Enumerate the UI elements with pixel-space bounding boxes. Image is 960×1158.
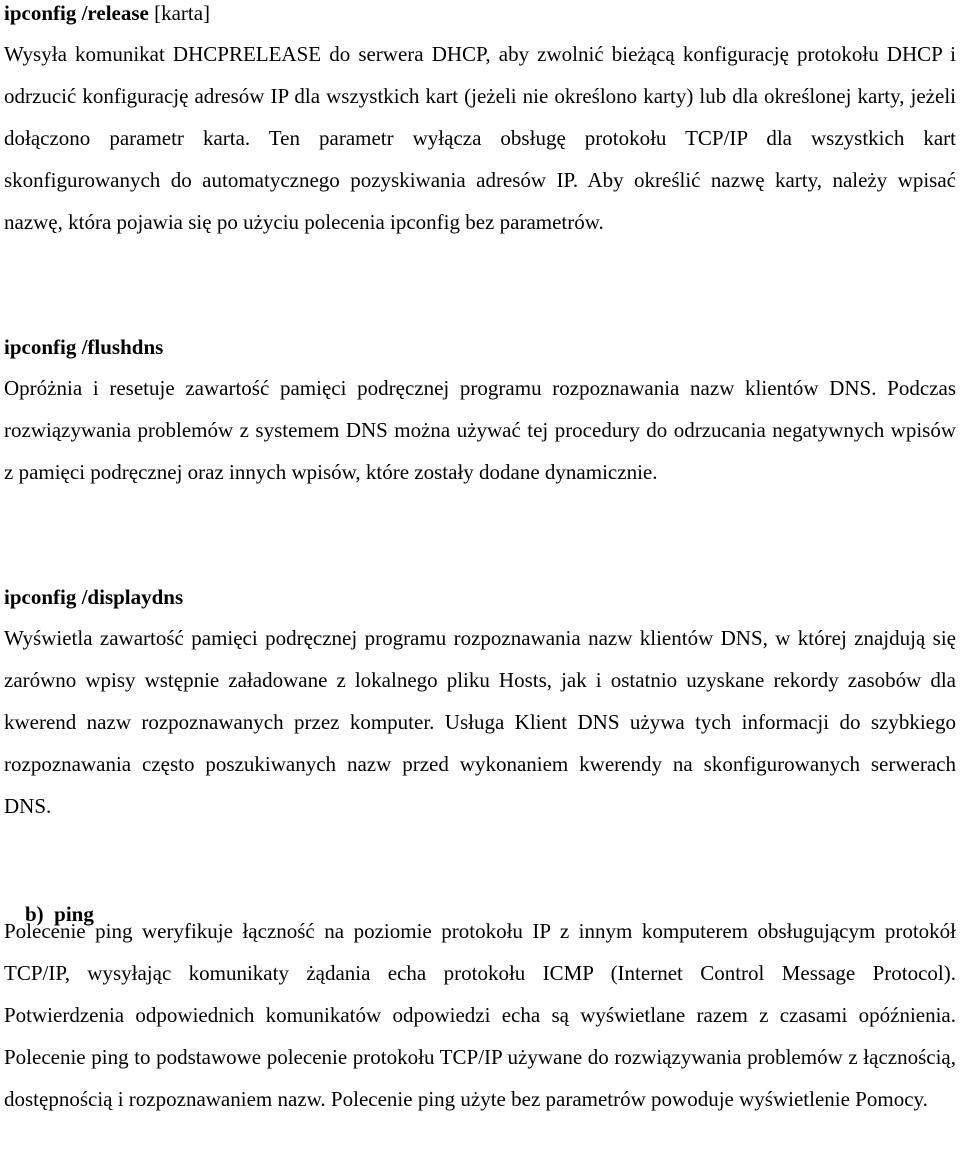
heading-command: b) ping: [25, 902, 94, 926]
section-heading-flushdns: [4, 335, 163, 359]
heading-command: ipconfig /flushdns: [4, 335, 164, 359]
heading-command: ipconfig /displaydns: [4, 585, 184, 609]
heading-command: ipconfig /release: [4, 1, 149, 25]
section-heading-release: [4, 1, 210, 25]
section-body-release: Wysyła komunikat DHCPRELEASE do serwera DHCP, aby zwolnić bieżącą konfigurację protokołu DHCP i odrzucić konfigurację adresów IP dla wszystkich kart (jeżeli nie określono karty) lub dla określonej karty, jeżeli dołączono parametr karta. Ten parametr wyłącza obsługę protokołu TCP/IP dla wszystkich kart skonfigurowanych do automatycznego pozyskiwania adresów IP. Aby określić nazwę karty, należy wpisać nazwę, która pojawia się po użyciu polecenia ipconfig bez parametrów.: [4, 42, 956, 234]
section-body-flushdns: Opróżnia i resetuje zawartość pamięci podręcznej programu rozpoznawania nazw klientów DNS. Podczas rozwiązywania problemów z systemem DNS można używać tej procedury do odrzucania negatywnych wpisów z pamięci podręcznej oraz innych wpisów, które zostały dodane dynamicznie.: [4, 376, 956, 484]
section-body-displaydns: Wyświetla zawartość pamięci podręcznej programu rozpoznawania nazw klientów DNS, w której znajdują się zarówno wpisy wstępnie załadowane z lokalnego pliku Hosts, jak i ostatnio uzyskane rekordy zasobów dla kwerend nazw rozpoznawanych przez komputer. Usługa Klient DNS używa tych informacji do szybkiego rozpoznawania często poszukiwanych nazw przed wykonaniem kwerendy na skonfigurowanych serwerach DNS.: [4, 626, 956, 818]
section-heading-displaydns: [4, 585, 183, 609]
heading-argument: [karta]: [148, 1, 211, 25]
section-body-ping: Polecenie ping weryfikuje łączność na poziomie protokołu IP z innym komputerem obsługującym protokół TCP/IP, wysyłając komunikaty żądania echa protokołu ICMP (Internet Control Message Protocol). Potwierdzenia odpowiednich komunikatów odpowiedzi echa są wyświetlane razem z czasami opóźnienia. Polecenie ping to podstawowe polecenie protokołu TCP/IP używane do rozwiązywania problemów z łącznością, dostępnością i rozpoznawaniem nazw. Polecenie ping użyte bez parametrów powoduje wyświetlenie Pomocy.: [4, 919, 956, 1111]
